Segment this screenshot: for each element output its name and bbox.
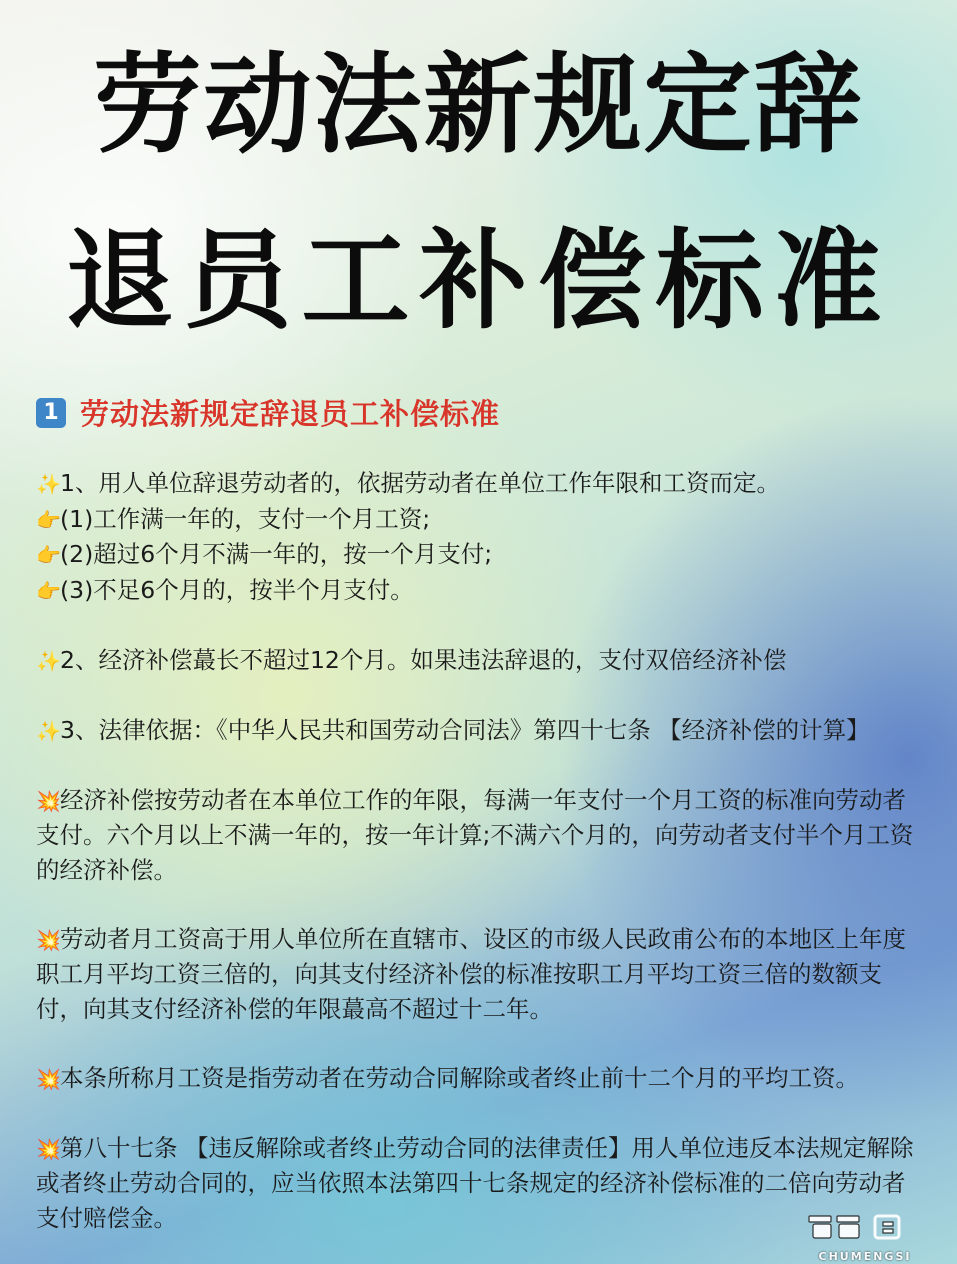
section-number-badge: 1 [36,398,66,428]
list-item [36,643,921,679]
logo-mark-icon [805,1210,925,1250]
section-header [36,392,500,433]
paragraph-text: 劳动者月工资高于用人单位所在直辖市、设区的市级人民政甫公布的本地区上年度职工月平均工资三倍的，向其支付经济补偿的标准按职工月平均工资三倍的数额支付，向其支付经济补偿的年限蕞高不超过十二年。 [36,924,906,1023]
section-heading: 劳动法新规定辞退员工补偿标准 [80,397,501,431]
pointing-hand-icon: 👉 [36,543,61,567]
paragraph-text: 经济补偿按劳动者在本单位工作的年限，每满一年支付一个月工资的标准向劳动者支付。六个月以上不满一年的，按一年计算;不满六个月的，向劳动者支付半个月工资的经济补偿。 [36,785,914,884]
pointing-hand-icon: 👉 [36,578,61,603]
sparkle-icon: ✨ [36,472,61,496]
item-text: 3、法律依据：《中华人民共和国劳动合同法》第四十七条 【经济补偿的计算】 [60,715,870,744]
watermark-text: CHUMENGSI [818,1249,912,1263]
paragraph-text: 本条所称月工资是指劳动者在劳动合同解除或者终止前十二个月的平均工资。 [60,1063,859,1092]
sparkle-icon: ✨ [36,648,61,673]
page-title-line-2: 退员工补偿标准 [65,219,892,344]
collision-icon: 💥 [36,927,61,952]
list-item [36,466,921,502]
collision-icon: 💥 [36,788,61,813]
list-item [36,573,921,609]
paragraph-text: 第八十七条 【违反解除或者终止劳动合同的法律责任】用人单位违反本法规定解除或者终止劳动合同的，应当依照本法第四十七条规定的经济补偿标准的二倍向劳动者支付赔偿金。 [36,1133,914,1232]
watermark-logo [785,1208,945,1264]
list-item [36,713,921,749]
list-item [36,537,921,573]
sparkle-icon: ✨ [36,718,61,743]
collision-icon: 💥 [36,1066,61,1091]
collision-icon: 💥 [36,1136,61,1161]
paragraph [36,1061,921,1097]
pointing-hand-icon: 👉 [36,507,61,532]
logo-glyph-icon [805,1210,925,1244]
page-title-line-1: 劳动法新规定辞 [93,43,864,168]
article-body [36,466,921,1235]
paragraph [36,922,921,1027]
item-text: 1、用人单位辞退劳动者的，依据劳动者在单位工作年限和工资而定。 [60,469,780,497]
paragraph [36,783,921,888]
list-item [36,502,921,538]
item-text: 2、经济补偿蕞长不超过12个月。如果违法辞退的，支付双倍经济补偿 [60,645,787,674]
item-text: (3)不足6个月的，按半个月支付。 [60,575,414,604]
item-text: (2)超过6个月不满一年的，按一个月支付; [60,540,493,568]
item-text: (1)工作满一年的，支付一个月工资; [60,504,431,533]
